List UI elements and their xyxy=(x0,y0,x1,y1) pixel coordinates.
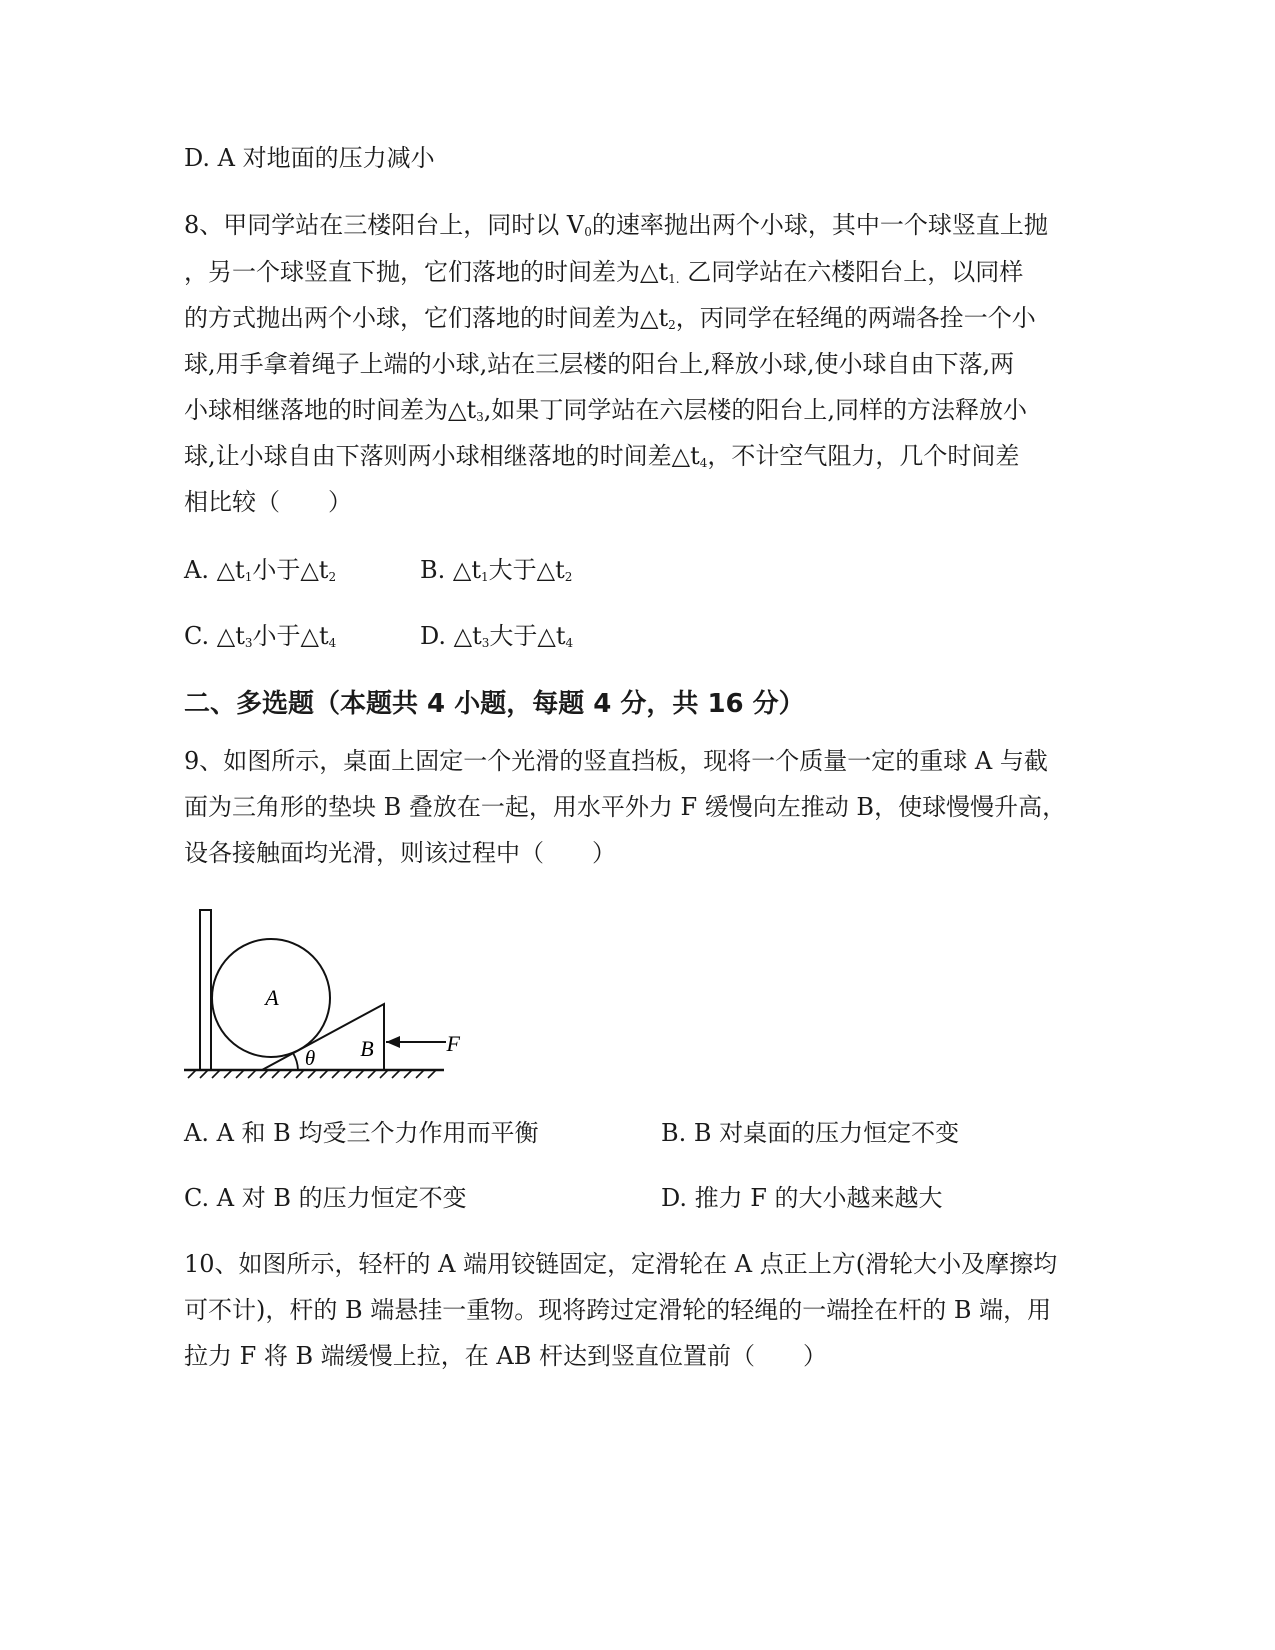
q8-line-7: 相比较（ ） xyxy=(184,488,352,516)
q8-line-1-text: 8、甲同学站在三楼阳台上，同时以 V xyxy=(184,211,585,239)
q8-line-5-text: 小球相继落地的时间差为△t xyxy=(184,396,477,424)
q8-subscript: 1. xyxy=(668,272,680,286)
angle-arc xyxy=(293,1053,298,1070)
option-text: 大于△t xyxy=(489,622,566,650)
q9-option-d[interactable]: D. 推力 F 的大小越来越大 xyxy=(661,1184,943,1212)
q9-option-c[interactable]: C. A 对 B 的压力恒定不变 xyxy=(184,1184,467,1212)
option-text: B. △t xyxy=(420,556,481,584)
option-text: 大于△t xyxy=(488,556,565,584)
subscript: 2 xyxy=(564,570,573,584)
force-arrow-head xyxy=(386,1036,400,1048)
q8-line-1 xyxy=(184,210,1048,240)
q9-figure xyxy=(184,900,464,1090)
q8-line-3-text: 的方式抛出两个小球，它们落地的时间差为△t xyxy=(184,304,669,332)
subscript: 3 xyxy=(481,636,490,650)
q10-line-2: 可不计)，杆的 B 端悬挂一重物。现将跨过定滑轮的轻绳的一端拴在杆的 B 端，用 xyxy=(184,1296,1052,1324)
q8-subscript: 2 xyxy=(668,318,676,332)
option-text: 小于△t xyxy=(252,622,329,650)
subscript: 3 xyxy=(244,636,253,650)
q9-option-a[interactable]: A. A 和 B 均受三个力作用而平衡 xyxy=(184,1119,539,1147)
section-heading: 二、多选题（本题共 4 小题，每题 4 分，共 16 分） xyxy=(184,689,805,719)
label-angle-theta: θ xyxy=(304,1046,316,1070)
q10-line-3: 拉力 F 将 B 端缓慢上拉，在 AB 杆达到竖直位置前（ ） xyxy=(184,1342,828,1370)
q8-line-3-rest: ，丙同学在轻绳的两端各拴一个小 xyxy=(675,304,1036,332)
subscript: 4 xyxy=(565,636,574,650)
q8-line-5 xyxy=(184,395,1027,425)
q10-line-1: 10、如图所示，轻杆的 A 端用铰链固定，定滑轮在 A 点正上方(滑轮大小及摩擦均 xyxy=(184,1250,1058,1278)
q9-line-3: 设各接触面均光滑，则该过程中（ ） xyxy=(184,839,616,867)
subscript: 4 xyxy=(328,636,337,650)
label-force-f: F xyxy=(446,1031,460,1056)
q7-option-d: D. A 对地面的压力减小 xyxy=(184,144,435,172)
q8-subscript: 0 xyxy=(584,225,592,239)
q8-line-6-text: 球,让小球自由下落则两小球相继落地的时间差△t xyxy=(184,442,700,470)
label-block-b: B xyxy=(360,1036,374,1061)
q8-line-2-rest: 乙同学站在六楼阳台上，以同样 xyxy=(679,258,1024,286)
q8-option-c[interactable] xyxy=(184,621,336,651)
subscript: 1 xyxy=(244,570,253,584)
q9-option-b[interactable]: B. B 对桌面的压力恒定不变 xyxy=(661,1119,960,1147)
q8-line-6 xyxy=(184,441,1019,471)
subscript: 2 xyxy=(328,570,337,584)
q8-option-a[interactable] xyxy=(184,555,336,585)
q9-line-1: 9、如图所示，桌面上固定一个光滑的竖直挡板，现将一个质量一定的重球 A 与截 xyxy=(184,747,1048,775)
q8-line-3 xyxy=(184,303,1036,333)
option-text: 小于△t xyxy=(252,556,329,584)
q8-subscript: 3 xyxy=(476,410,484,424)
q8-line-2 xyxy=(184,257,1023,287)
option-text: C. △t xyxy=(184,622,245,650)
q8-option-d[interactable] xyxy=(420,621,573,651)
subscript: 1 xyxy=(481,570,489,584)
vertical-baffle xyxy=(200,910,211,1070)
q8-line-4: 球,用手拿着绳子上端的小球,站在三层楼的阳台上,释放小球,使小球自由下落,两 xyxy=(184,350,1015,378)
option-text: A. △t xyxy=(184,556,245,584)
q8-line-5-rest: ,如果丁同学站在六层楼的阳台上,同样的方法释放小 xyxy=(483,396,1028,424)
q8-line-1-rest: 的速率抛出两个小球，其中一个球竖直上抛 xyxy=(591,211,1048,239)
label-ball-a: A xyxy=(265,985,279,1010)
q8-option-b[interactable] xyxy=(420,555,572,585)
q9-line-2: 面为三角形的垫块 B 叠放在一起，用水平外力 F 缓慢向左推动 B，使球慢慢升高， xyxy=(184,793,1067,821)
q8-line-6-rest: ，不计空气阻力，几个时间差 xyxy=(707,442,1020,470)
q8-subscript: 4 xyxy=(699,456,708,470)
q8-line-2-text: ，另一个球竖直下抛，它们落地的时间差为△t xyxy=(184,258,669,286)
option-text: D. △t xyxy=(420,622,482,650)
